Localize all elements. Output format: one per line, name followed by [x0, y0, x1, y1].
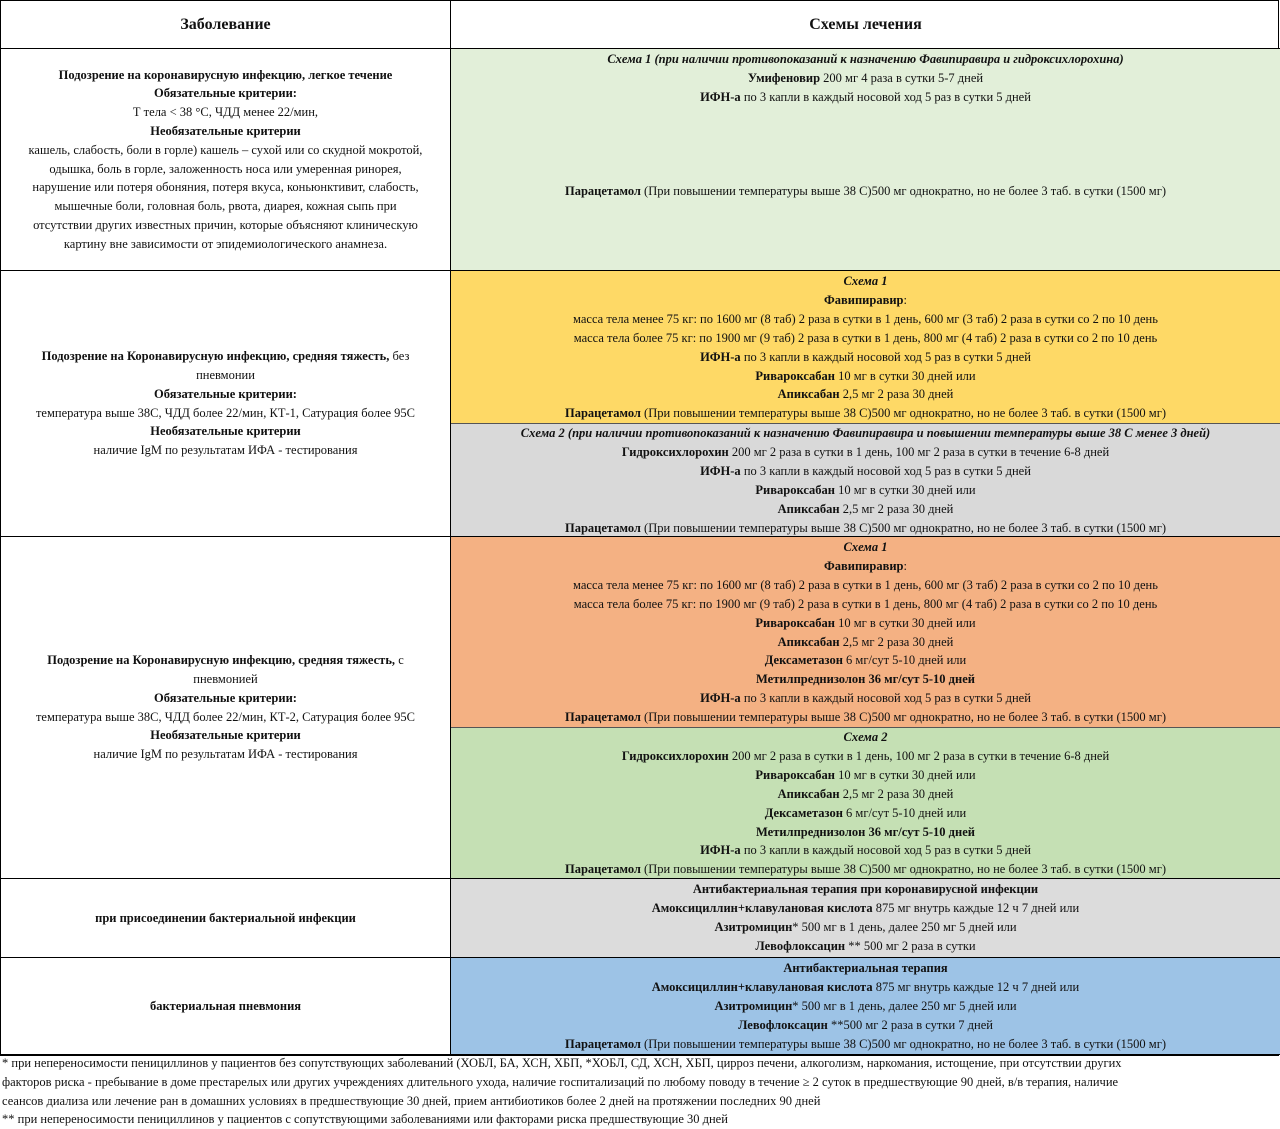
scheme-title: Схема 2	[843, 730, 888, 744]
drug-name: Ривароксабан	[755, 615, 835, 630]
dosage-text: ** 500 мг 2 раза в сутки	[845, 938, 976, 953]
disease-text: температура выше 38С, ЧДД более 22/мин, КТ-1, Сатурация более 95С	[35, 405, 416, 420]
treatment-line	[565, 860, 1166, 879]
treatment-line	[700, 841, 1031, 860]
disease-line	[150, 726, 301, 745]
treatment-line	[778, 633, 954, 652]
disease-heading: Обязательные критерии:	[154, 86, 297, 101]
drug-name: Фавипиравир	[824, 292, 904, 307]
disease-text: одышка, боль в горле, заложенность носа или умеренная ринорея,	[49, 161, 402, 176]
drug-name: ИФН-а	[700, 691, 741, 706]
drug-name: Фавипиравир	[824, 558, 904, 573]
footnote-line: ** при непереносимости пенициллинов у пациентов с сопутствующими заболеваниями или факторами риска предшествующие 30 дней	[2, 1112, 728, 1127]
row-1-scheme-1	[451, 49, 1280, 270]
dosage-text: 10 мг в сутки 30 дней или	[835, 368, 976, 383]
row-4-disease	[1, 879, 451, 958]
treatment-line	[521, 424, 1210, 443]
drug-name: Метилпреднизолон 36 мг/сут 5-10 дней	[756, 824, 975, 839]
dosage-text: 6 мг/сут 5-10 дней или	[842, 653, 967, 668]
scheme-title: Схема 1	[843, 540, 888, 554]
drug-name: Дексаметазон	[764, 805, 843, 820]
treatment-line	[607, 50, 1123, 69]
disease-text: отсутствии других известных причин, которые объясняют клиническую	[33, 217, 418, 232]
drug-name: Гидроксихлорохин	[621, 444, 729, 459]
disease-heading: Необязательные критерии	[150, 728, 301, 743]
row-5-disease	[1, 958, 451, 1055]
treatment-line	[756, 823, 975, 842]
disease-line	[42, 347, 410, 366]
dosage-text: 2,5 мг 2 раза 30 дней	[839, 387, 954, 402]
drug-name: Антибактериальная терапия	[783, 961, 948, 975]
header-treatment: Схемы лечения	[451, 1, 1280, 49]
disease-line	[154, 689, 297, 708]
dosage-text: (При повышении температуры выше 38 С)500 мг однократно, но не более 3 таб. в сутки (1500 мг)	[640, 1036, 1166, 1051]
dosage-text: по 3 капли в каждый носовой ход 5 раз в сутки 5 дней	[740, 843, 1031, 858]
dosage-text: 200 мг 4 раза в сутки 5-7 дней	[820, 70, 984, 85]
disease-line	[32, 178, 418, 197]
treatment-line	[778, 785, 954, 804]
disease-line	[29, 141, 423, 160]
disease-text: мышечные боли, головная боль, рвота, диарея, кожная сыпь при	[54, 199, 397, 214]
drug-name: Ривароксабан	[755, 368, 835, 383]
disease-line	[49, 160, 401, 179]
disease-line	[196, 366, 255, 385]
treatment-line	[565, 404, 1166, 423]
dosage-text: по 3 капли в каждый носовой ход 5 раз в сутки 5 дней	[740, 463, 1031, 478]
disease-line	[54, 197, 396, 216]
drug-name: Азитромицин	[714, 998, 793, 1013]
dosage-text: масса тела более 75 кг: по 1900 мг (9 таб) 2 раза в сутки в 1 день, 800 мг (4 таб) 2 раза в сутки со 2 по 10 день	[573, 330, 1158, 345]
drug-name: Парацетамол	[565, 862, 641, 877]
treatment-line	[843, 538, 887, 557]
dosage-text: 2,5 мг 2 раза 30 дней	[839, 634, 954, 649]
footnote-line: * при непереносимости пенициллинов у пациентов без сопутствующих заболеваний (ХОБЛ, БА, ХСН, ХБП, *ХОБЛ, СД, ХСН, ХБП, цирроз печени, алкоголизм, наркомания, истощение, при отсутствии других	[2, 1056, 1122, 1070]
header-disease: Заболевание	[1, 1, 451, 49]
drug-name: Антибактериальная терапия при коронавирусной инфекции	[692, 882, 1039, 896]
row-5-antibiotics	[451, 958, 1280, 1054]
treatment-line	[652, 899, 1079, 918]
disease-text: температура выше 38С, ЧДД более 22/мин, КТ-2, Сатурация более 95С	[35, 709, 416, 724]
treatment-line	[755, 481, 975, 500]
disease-line	[36, 708, 415, 727]
scheme-title: Схема 1 (при наличии противопоказаний к назначению Фавипиравира и гидроксихлорохина)	[607, 52, 1124, 66]
drug-name: Ривароксабан	[755, 767, 835, 782]
drug-name: Ривароксабан	[755, 482, 835, 497]
dosage-text: :	[903, 558, 907, 573]
dosage-text: (При повышении температуры выше 38 С)500 мг однократно, но не более 3 таб. в сутки (1500 мг)	[640, 183, 1166, 198]
disease-text: нарушение или потеря обоняния, потеря вкуса, коньюнктивит, слабость,	[32, 180, 419, 195]
drug-name: Амоксициллин+клавулановая кислота	[651, 979, 873, 994]
treatment-line	[574, 329, 1157, 348]
treatment-line	[573, 576, 1158, 595]
treatment-line	[714, 997, 1016, 1016]
dosage-text: 10 мг в сутки 30 дней или	[835, 482, 976, 497]
dosage-text: (При повышении температуры выше 38 С)500 мг однократно, но не более 3 таб. в сутки (1500 мг)	[640, 406, 1166, 421]
treatment-line	[824, 291, 907, 310]
treatment-line	[700, 689, 1031, 708]
disease-text: пневмонии	[196, 367, 255, 382]
treatment-line	[700, 88, 1031, 107]
treatment-line	[843, 272, 887, 291]
dosage-text: 10 мг в сутки 30 дней или	[835, 767, 976, 782]
disease-text: наличие IgM по результатам ИФА - тестирования	[93, 443, 358, 458]
disease-text: кашель, слабость, боли в горле) кашель – сухой или со скудной мокротой,	[28, 142, 423, 157]
treatment-line	[755, 614, 975, 633]
treatment-line	[824, 557, 907, 576]
row-3-scheme-2	[451, 727, 1280, 878]
treatment-line	[778, 385, 954, 404]
dosage-text: по 3 капли в каждый носовой ход 5 раз в сутки 5 дней	[740, 691, 1031, 706]
row-1-treatment	[451, 49, 1280, 271]
dosage-text: :	[903, 292, 907, 307]
dosage-text: (При повышении температуры выше 38 С)500 мг однократно, но не более 3 таб. в сутки (1500 мг)	[640, 862, 1166, 877]
treatment-line	[738, 1016, 993, 1035]
disease-text: с	[395, 653, 404, 668]
disease-line	[193, 670, 257, 689]
drug-name: Азитромицин	[714, 919, 793, 934]
dosage-text: (При повышении температуры выше 38 С)500 мг однократно, но не более 3 таб. в сутки (1500 мг)	[640, 710, 1166, 725]
disease-line	[36, 404, 415, 423]
drug-name: Умифеновир	[747, 70, 821, 85]
treatment-line	[693, 880, 1038, 899]
drug-name: ИФН-а	[700, 89, 741, 104]
disease-heading: Необязательные критерии	[150, 424, 301, 439]
dosage-text: (При повышении температуры выше 38 С)500 мг однократно, но не более 3 таб. в сутки (1500 мг)	[640, 520, 1166, 535]
scheme-title: Схема 2 (при наличии противопоказаний к назначению Фавипиравира и повышении температуры выше 38 С менее 3 дней)	[520, 426, 1211, 440]
disease-heading: Необязательные критерии	[150, 123, 301, 138]
treatment-line	[622, 747, 1109, 766]
treatment-line	[843, 728, 887, 747]
treatment-line	[573, 310, 1158, 329]
disease-line	[47, 651, 404, 670]
dosage-text: 10 мг в сутки 30 дней или	[835, 615, 976, 630]
disease-heading: Подозрение на коронавирусную инфекцию, легкое течение	[58, 67, 393, 82]
dosage-text: масса тела более 75 кг: по 1900 мг (9 таб) 2 раза в сутки в 1 день, 800 мг (4 таб) 2 раза в сутки со 2 по 10 день	[573, 596, 1158, 611]
row-4-treatment	[451, 879, 1280, 958]
row-2-scheme-1	[451, 271, 1280, 423]
treatment-line	[755, 766, 975, 785]
drug-name: Апиксабан	[777, 786, 840, 801]
drug-name: Гидроксихлорохин	[621, 748, 729, 763]
disease-heading: бактериальная пневмония	[149, 998, 302, 1013]
dosage-text: 875 мг внутрь каждые 12 ч 7 дней или	[872, 900, 1080, 915]
treatment-line	[565, 182, 1166, 201]
disease-line	[150, 122, 301, 141]
drug-name: Метилпреднизолон 36 мг/сут 5-10 дней	[756, 672, 975, 687]
row-1-disease	[1, 49, 451, 271]
dosage-text: масса тела менее 75 кг: по 1600 мг (8 таб) 2 раза в сутки в 1 день, 600 мг (3 таб) 2 раза в сутки со 2 по 10 день	[573, 577, 1158, 592]
treatment-line	[783, 959, 947, 978]
dosage-text: по 3 капли в каждый носовой ход 5 раз в сутки 5 дней	[740, 89, 1031, 104]
dosage-text: 6 мг/сут 5-10 дней или	[842, 805, 967, 820]
drug-name: Дексаметазон	[764, 653, 843, 668]
drug-name: ИФН-а	[700, 463, 741, 478]
disease-text: наличие IgM по результатам ИФА - тестирования	[93, 747, 358, 762]
dosage-text: по 3 капли в каждый носовой ход 5 раз в сутки 5 дней	[740, 349, 1031, 364]
treatment-line	[652, 978, 1079, 997]
treatment-line	[756, 670, 975, 689]
footnote-line: сеансов диализа или лечение ран в домашних условиях в предшествующие 30 дней, прием антибиотиков более 2 дней на протяжении последних 90 дней	[2, 1093, 821, 1108]
dosage-text: 200 мг 2 раза в сутки в 1 день, 100 мг 2 раза в сутки в течение 6-8 дней	[728, 444, 1110, 459]
disease-heading: Обязательные критерии:	[154, 386, 297, 401]
dosage-text: 875 мг внутрь каждые 12 ч 7 дней или	[872, 979, 1080, 994]
treatment-line	[565, 519, 1166, 538]
disease-line	[94, 441, 358, 460]
disease-text: пневмонией	[193, 671, 258, 686]
dosage-text: 2,5 мг 2 раза 30 дней	[839, 786, 954, 801]
drug-name: Апиксабан	[777, 501, 840, 516]
footnotes	[2, 1054, 1278, 1129]
treatment-line	[565, 1035, 1166, 1054]
drug-name: Парацетамол	[565, 183, 641, 198]
drug-name: Апиксабан	[777, 387, 840, 402]
dosage-text: 2,5 мг 2 раза 30 дней	[839, 501, 954, 516]
disease-line	[59, 66, 393, 85]
disease-heading: Подозрение на Коронавирусную инфекцию, средняя тяжесть,	[41, 349, 390, 364]
disease-line	[95, 909, 356, 928]
drug-name: ИФН-а	[700, 349, 741, 364]
footnote-line: факторов риска - пребывание в доме престарелых или других учреждениях длительного ухода, наличие госпитализаций по любому поводу в течение ≥ 2 суток в предшествующие 90 дней, в/в терапия, наличие	[2, 1074, 1119, 1089]
treatment-line	[565, 708, 1166, 727]
disease-line	[154, 84, 297, 103]
treatment-line	[765, 651, 966, 670]
disease-line	[33, 216, 418, 235]
disease-text: картину вне зависимости от эпидемиологического анамнеза.	[63, 236, 388, 251]
treatment-line	[700, 348, 1031, 367]
treatment-line	[755, 367, 975, 386]
disease-line	[150, 997, 301, 1016]
drug-name: Парацетамол	[565, 710, 641, 725]
treatment-line	[748, 69, 983, 88]
treatment-line	[574, 595, 1157, 614]
disease-heading: Обязательные критерии:	[154, 690, 297, 705]
drug-name: Парацетамол	[565, 406, 641, 421]
drug-name: Парацетамол	[565, 1036, 641, 1051]
disease-line	[94, 745, 358, 764]
dosage-text: **500 мг 2 раза в сутки 7 дней	[827, 1017, 993, 1032]
row-4-antibiotics	[451, 879, 1280, 957]
disease-line	[150, 422, 301, 441]
scheme-title: Схема 1	[843, 274, 888, 288]
drug-name: ИФН-а	[700, 843, 741, 858]
row-3-treatment	[451, 537, 1280, 879]
disease-line	[133, 103, 318, 122]
treatment-line	[755, 937, 975, 956]
disease-line	[154, 385, 297, 404]
treatment-line	[700, 462, 1031, 481]
drug-name: Левофлоксацин	[755, 938, 846, 953]
dosage-text: масса тела менее 75 кг: по 1600 мг (8 таб) 2 раза в сутки в 1 день, 600 мг (3 таб) 2 раза в сутки со 2 по 10 день	[573, 311, 1158, 326]
drug-name: Левофлоксацин	[738, 1017, 828, 1032]
dosage-text: * 500 мг в 1 день, далее 250 мг 5 дней или	[792, 919, 1017, 934]
treatment-line	[622, 443, 1109, 462]
disease-text: без	[389, 349, 410, 364]
row-2-disease	[1, 271, 451, 537]
drug-name: Парацетамол	[565, 520, 641, 535]
drug-name: Амоксициллин+клавулановая кислота	[651, 900, 873, 915]
row-3-scheme-1	[451, 537, 1280, 727]
disease-heading: Подозрение на Коронавирусную инфекцию, средняя тяжесть,	[47, 653, 396, 668]
drug-name: Апиксабан	[777, 634, 840, 649]
treatment-line	[778, 500, 954, 519]
dosage-text: 200 мг 2 раза в сутки в 1 день, 100 мг 2 раза в сутки в течение 6-8 дней	[728, 748, 1110, 763]
disease-heading: при присоединении бактериальной инфекции	[95, 910, 356, 925]
dosage-text: * 500 мг в 1 день, далее 250 мг 5 дней или	[792, 998, 1017, 1013]
treatment-line	[765, 804, 966, 823]
row-3-disease	[1, 537, 451, 879]
treatment-line	[714, 918, 1016, 937]
disease-text: Т тела < 38 °С, ЧДД менее 22/мин,	[132, 105, 319, 120]
disease-line	[64, 235, 387, 254]
row-5-treatment	[451, 958, 1280, 1055]
row-2-treatment	[451, 271, 1280, 537]
row-2-scheme-2	[451, 423, 1280, 536]
